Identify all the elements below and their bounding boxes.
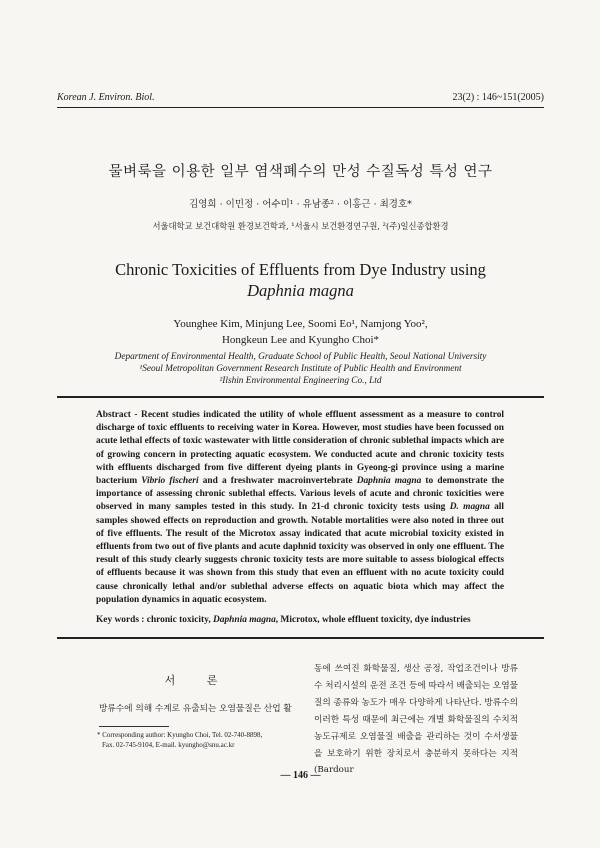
abstract-bottom-rule: [57, 637, 544, 639]
korean-title: 물벼룩을 이용한 일부 염색폐수의 만성 수질독성 특성 연구: [108, 164, 493, 180]
citation-info: 23(2) : 146~151(2005): [452, 92, 544, 103]
abstract-species-2: Daphnia magna: [356, 476, 422, 487]
abstract-text-3: to demonstrate the importance of assessing chronic sublethal effects. Various levels of acute and chronic toxicities were observed in many samples tested in this study. In 21-d chronic toxicity tests using: [96, 476, 505, 513]
section-title: 서 론: [164, 674, 232, 687]
keyword-3: , Microtox, whole effluent toxicity, dye industries: [275, 615, 471, 625]
header-rule: [57, 107, 544, 108]
journal-name: Korean J. Environ. Biol.: [57, 92, 155, 103]
abstract-text-2: and a freshwater macroinvertebrate: [198, 476, 357, 487]
affiliation-2: ¹Seoul Metropolitan Government Research Institute of Public Health and Environment: [139, 364, 462, 374]
affiliation-1: Department of Environmental Health, Graduate School of Public Health, Seoul National University: [114, 352, 487, 362]
footnote: [97, 730, 302, 750]
abstract-label: Abstract: [96, 410, 131, 420]
footnote-line1: * Corresponding author: Kyungho Choi, Tel. 02-740-8898,: [97, 731, 263, 739]
footnote-rule: [99, 726, 169, 727]
left-body-text: 방류수에 의해 수계로 유출되는 오염물질은 산업 활: [99, 704, 292, 714]
authors-line1: Younghee Kim, Minjung Lee, Soomi Eo¹, Namjong Yoo²,: [173, 318, 428, 330]
abstract-top-rule: [57, 396, 544, 398]
keywords-label: Key words :: [96, 615, 145, 625]
keyword-1: chronic toxicity,: [146, 615, 214, 625]
abstract-species-1: Vibrio fischeri: [141, 476, 199, 487]
english-affiliations: [57, 351, 544, 387]
abstract-text-1: Recent studies indicated the utility of whole effluent assessment as a measure to control discharge of toxic effluents to receiving water in Korea. However, most studies have been focussed on acute lethal effects of toxic wastewater with little consideration of chronic sublethal impacts which are of growing concern in protecting aquatic ecosystem. We conducted acute and chronic toxicity tests with effluents discharged from five different dyeing plants in Gyeong-gi province using a marine bacterium: [96, 410, 504, 487]
footnote-line2: Fax. 02-745-9104, E-mail. kyungho@snu.ac.kr: [102, 741, 235, 749]
korean-authors: 김영희 · 이민정 · 어수미¹ · 유남종² · 이홍근 · 최경호*: [189, 199, 412, 210]
english-title-line2: Daphnia magna: [247, 281, 354, 300]
korean-affiliation: 서울대학교 보건대학원 환경보건학과, ¹서울시 보건환경연구원, ²(주)일신종합환경: [152, 221, 449, 231]
page-number: — 146 —: [280, 770, 321, 781]
abstract-species-3: D. magna: [449, 502, 490, 513]
affiliation-3: ²Ilshin Environmental Engineering Co., Ltd: [219, 376, 382, 386]
keywords: [96, 615, 504, 625]
running-header: [57, 92, 544, 103]
english-title: [57, 259, 544, 301]
authors-line2: Hongkeun Lee and Kyungho Choi*: [221, 334, 380, 346]
keyword-2: Daphnia magna: [213, 615, 276, 625]
left-column: [99, 672, 297, 717]
right-column-text: 동에 쓰여진 화학물질, 생산 공정, 작업조건이나 방류수 처리시설의 운전 조건 등에 따라서 배출되는 오염물질의 종류와 농도가 매우 다양하게 나타난다. 방류수의 이러한 특성 때문에 최근에는 개별 화학물질의 수치적 농도규제로 오염물질 배출을 관리하는 것이 수서생물을 보호하기 위한 장치로서 충분하지 못하다는 지적(Bardour: [314, 664, 518, 776]
abstract-text-4: all samples showed effects on reproduction and growth. Notable mortalities were also noted in three out of five effluents. The result of the Microtox assay indicated that acute microbial toxicity existed in effluents from two out of five plants and acute daphnid toxicity was observed in only one effluent. The result of this study clearly suggests chronic toxicity tests are more suitable to assess biological effects of effluents because it was shown from this study that even an effluent with no acute toxicity could cause chronically lethal and/or sublethal adverse effects on aquatic biota which may affect the population dynamics in aquatic ecosystem.: [96, 502, 505, 605]
english-authors: [57, 316, 544, 348]
abstract: Abstract - Recent studies indicated the utility of whole effluent assessment as a measure to control discharge of toxic effluents to receiving water in Korea. However, most studies have been focussed on acute lethal effects of toxic wastewater with little consideration of chronic sublethal impacts which are of growing concern in protecting aquatic ecosystem. We conducted acute and chronic toxicity tests with effluents discharged from five different dyeing plants in Gyeong-gi province using a marine bacterium Vibrio fischeri and a freshwater macroinvertebrate Daphnia magna to demonstrate the importance of assessing chronic sublethal effects. Various levels of acute and chronic toxicities were observed in many samples tested in this study. In 21-d chronic toxicity tests using D. magna all samples showed effects on reproduction and growth. Notable mortalities were also noted in three out of five effluents. The result of the Microtox assay indicated that acute microbial toxicity existed in effluents from two out of five plants and acute daphnid toxicity was observed in only one effluent. The result of this study clearly suggests chronic toxicity tests are more suitable to assess biological effects of effluents because it was shown from this study that even an effluent with no acute toxicity could cause chronically lethal and/or sublethal adverse effects on aquatic biota which may affect the population dynamics in aquatic ecosystem.: [96, 410, 505, 605]
english-title-line1: Chronic Toxicities of Effluents from Dye Industry using: [115, 260, 486, 279]
